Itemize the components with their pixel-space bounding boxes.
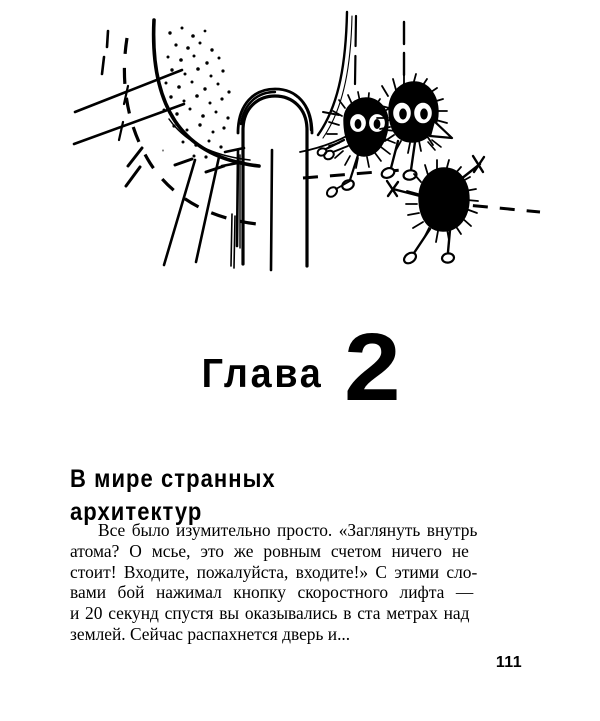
creature-middle-pupil-right: [420, 108, 428, 119]
tower-inner-line-2: [234, 216, 235, 268]
ring-detail-lower: [325, 185, 339, 199]
creature-middle-leg-1: [391, 141, 398, 168]
chapter-heading: [0, 314, 600, 422]
illustration-canvas: [0, 0, 600, 285]
page-number: 111: [495, 654, 522, 671]
tower-notch-1: [225, 148, 244, 152]
ring-stem-upper: [333, 146, 348, 152]
section-title-line-2: архитектур: [70, 498, 203, 526]
creature-right-hand-left: [387, 181, 398, 196]
stipple-texture: [163, 27, 231, 159]
beam-upper-dash-b: [102, 57, 104, 74]
fuzzy-creature-middle: [377, 74, 452, 181]
creature-right-hand-up: [473, 156, 484, 172]
radiating-beam-6: [271, 150, 272, 270]
tower-inner-line: [231, 214, 232, 266]
beam-tie-1: [128, 148, 142, 166]
creature-middle-beak: [430, 121, 452, 138]
creature-left-pupil-left: [355, 119, 362, 129]
body-line: Все было изумительно просто. «Заглянуть внутрь: [98, 520, 478, 540]
body-line: стоит! Входите, пожалуйста, входите!» С этими сло-: [70, 561, 478, 582]
chapter-opener-illustration: [0, 0, 600, 285]
creature-middle-foot-1: [380, 166, 395, 179]
body-text-block: [70, 520, 522, 645]
creature-right-leg-1: [414, 229, 430, 253]
creature-middle-pupil-left: [399, 108, 407, 119]
body-line: землей. Сейчас распахнется дверь и...: [70, 623, 351, 644]
tower-outline: [243, 96, 307, 266]
creature-right-foot-2: [441, 253, 454, 264]
body-line: вами бой нажимал кнопку скоростного лифта —: [70, 582, 474, 603]
chapter-word-label: Глава: [201, 350, 324, 396]
creature-middle-leg-2: [411, 142, 415, 170]
beam-upper-dash-a: [107, 31, 108, 47]
fuzzy-creature-right: [387, 156, 484, 265]
beam-tie-2: [175, 159, 192, 165]
body-line: атома? О мсье, это же ровным счетом ничего не: [70, 540, 469, 561]
creature-left-pupil-right: [374, 119, 381, 129]
beam-lower-tick: [119, 122, 123, 140]
section-title-line-1: В мире странных: [70, 464, 276, 493]
radiating-beam-2: [164, 160, 195, 265]
body-line: и 20 секунд спустя вы оказывались в ста метрах над: [70, 603, 470, 624]
chapter-number: 2: [343, 314, 401, 422]
dome-right-curve: [318, 12, 347, 135]
antenna-line-left: [355, 16, 356, 84]
beam-tie-4: [126, 167, 140, 186]
